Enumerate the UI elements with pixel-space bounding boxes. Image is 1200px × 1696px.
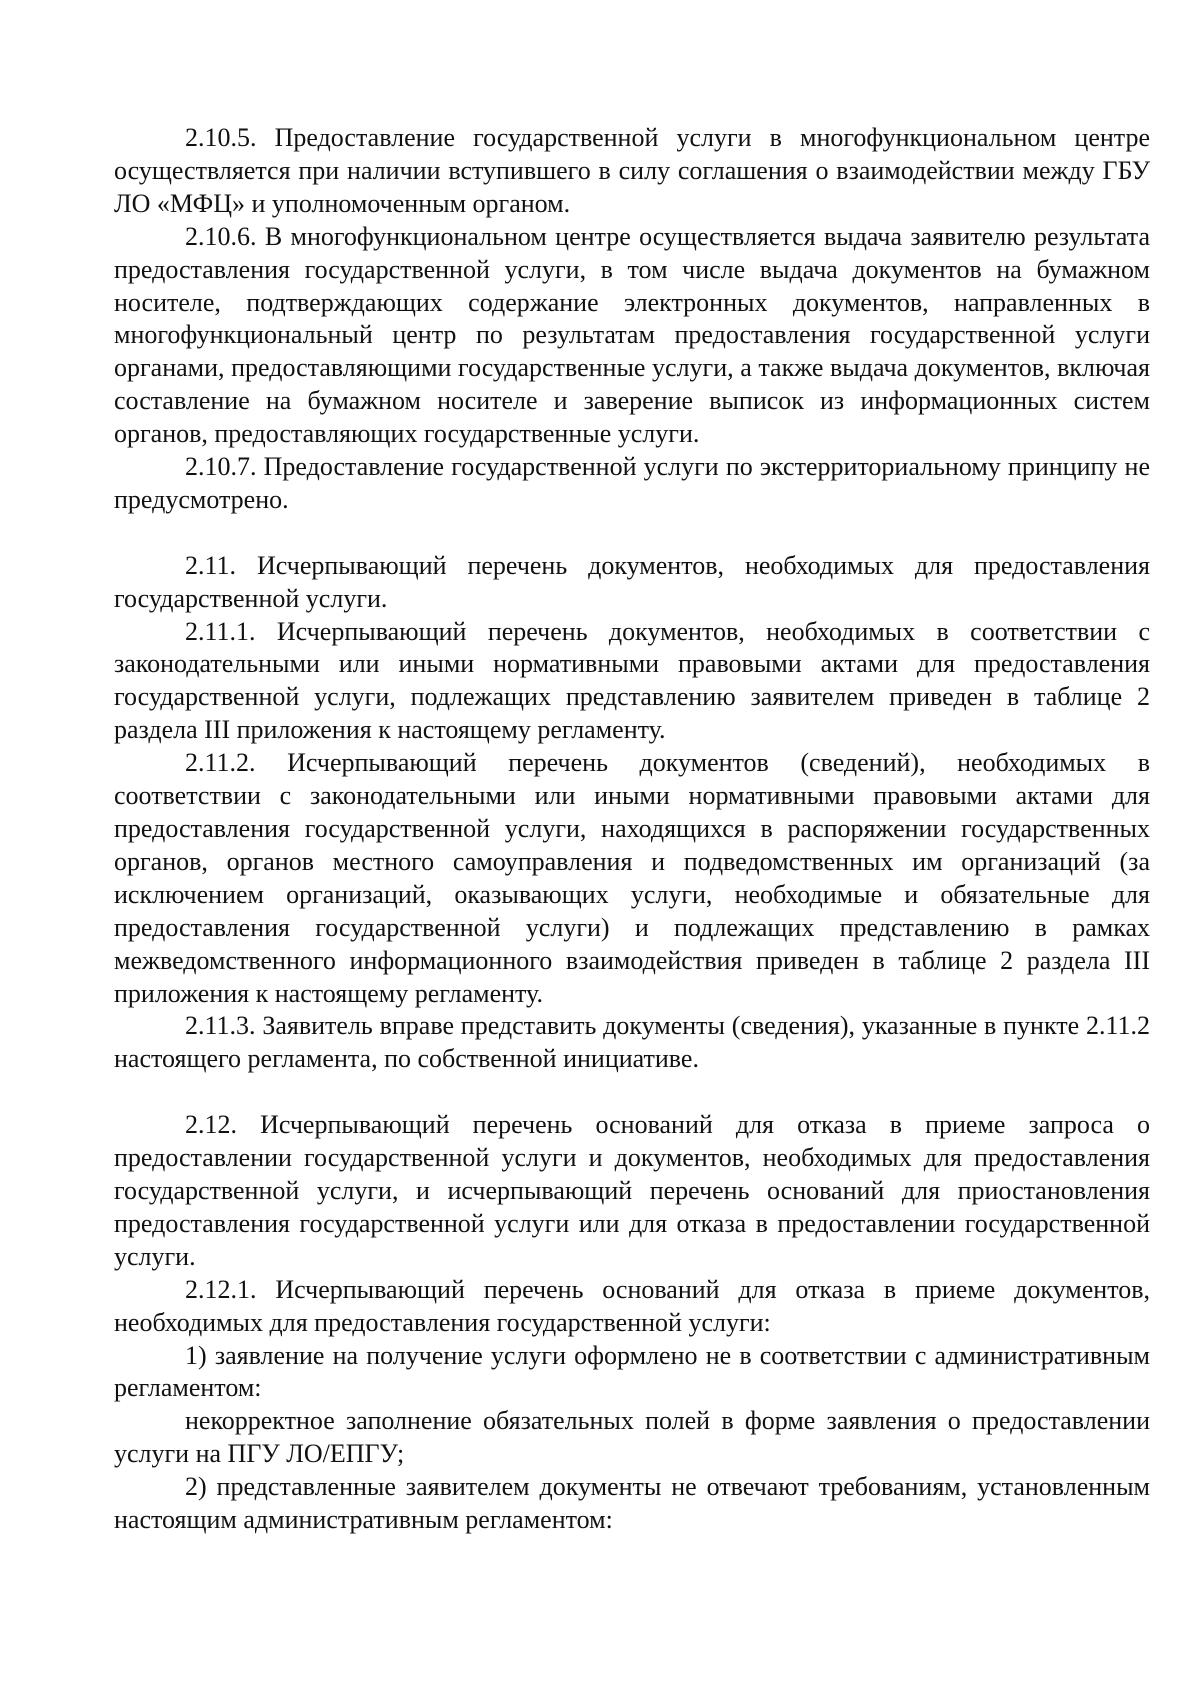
- paragraph-2-10-5: 2.10.5. Предоставление государственной услуги в многофункциональном центре осуществляется при наличии вступившего в силу соглашения о взаимодействии между ГБУ ЛО «МФЦ» и уполномоченным органом.: [114, 123, 1150, 218]
- list-item-1-detail: некорректное заполнение обязательных полей в форме заявления о предоставлении услуги на ПГУ ЛО/ЕПГУ;: [114, 1406, 1150, 1469]
- document-page: [114, 122, 1150, 1537]
- paragraph-2-11-3: 2.11.3. Заявитель вправе представить документы (сведения), указанные в пункте 2.11.2 настоящего регламента, по собственной инициативе.: [114, 1011, 1150, 1074]
- paragraph-spacer: [114, 1076, 1150, 1109]
- list-item-2: 2) представленные заявителем документы не отвечают требованиям, установленным настоящим административным регламентом:: [114, 1472, 1150, 1535]
- paragraph-2-11-1: 2.11.1. Исчерпывающий перечень документов, необходимых в соответствии с законодательными или иными нормативными правовыми актами для предоставления государственной услуги, подлежащих представлению заявителем приведен в таблице 2 раздела III приложения к настоящему регламенту.: [114, 616, 1150, 745]
- paragraph-spacer: [114, 517, 1150, 550]
- section-heading-2-11: 2.11. Исчерпывающий перечень документов, необходимых для предоставления государственной услуги.: [114, 550, 1150, 613]
- paragraph-2-12-1: 2.12.1. Исчерпывающий перечень оснований для отказа в приеме документов, необходимых для предоставления государственной услуги:: [114, 1274, 1150, 1337]
- paragraph-2-10-6: 2.10.6. В многофункциональном центре осуществляется выдача заявителю результата предоставления государственной услуги, в том числе выдача документов на бумажном носителе, подтверждающих содержание электронных документов, направленных в многофункциональный центр по результатам предоставления государственной услуги органами, предоставляющими государственные услуги, а также выдача документов, включая составление на бумажном носителе и заверение выписок из информационных систем органов, предоставляющих государственные услуги.: [114, 221, 1150, 449]
- list-item-1: 1) заявление на получение услуги оформлено не в соответствии с административным регламентом:: [114, 1340, 1150, 1403]
- paragraph-2-10-7: 2.10.7. Предоставление государственной услуги по экстерриториальному принципу не предусмотрено.: [114, 452, 1150, 514]
- section-heading-2-12: 2.12. Исчерпывающий перечень оснований для отказа в приеме запроса о предоставлении государственной услуги и документов, необходимых для предоставления государственной услуги, и исчерпывающий перечень оснований для приостановления предоставления государственной услуги или для отказа в предоставлении государственной услуги.: [114, 1110, 1150, 1271]
- paragraph-2-11-2: 2.11.2. Исчерпывающий перечень документов (сведений), необходимых в соответствии с законодательными или иными нормативными правовыми актами для предоставления государственной услуги, находящихся в распоряжении государственных органов, органов местного самоуправления и подведомственных им организаций (за исключением организаций, оказывающих услуги, необходимые и обязательные для предоставления государственной услуги) и подлежащих представлению в рамках межведомственного информационного взаимодействия приведен в таблице 2 раздела III приложения к настоящему регламенту.: [114, 748, 1150, 1008]
